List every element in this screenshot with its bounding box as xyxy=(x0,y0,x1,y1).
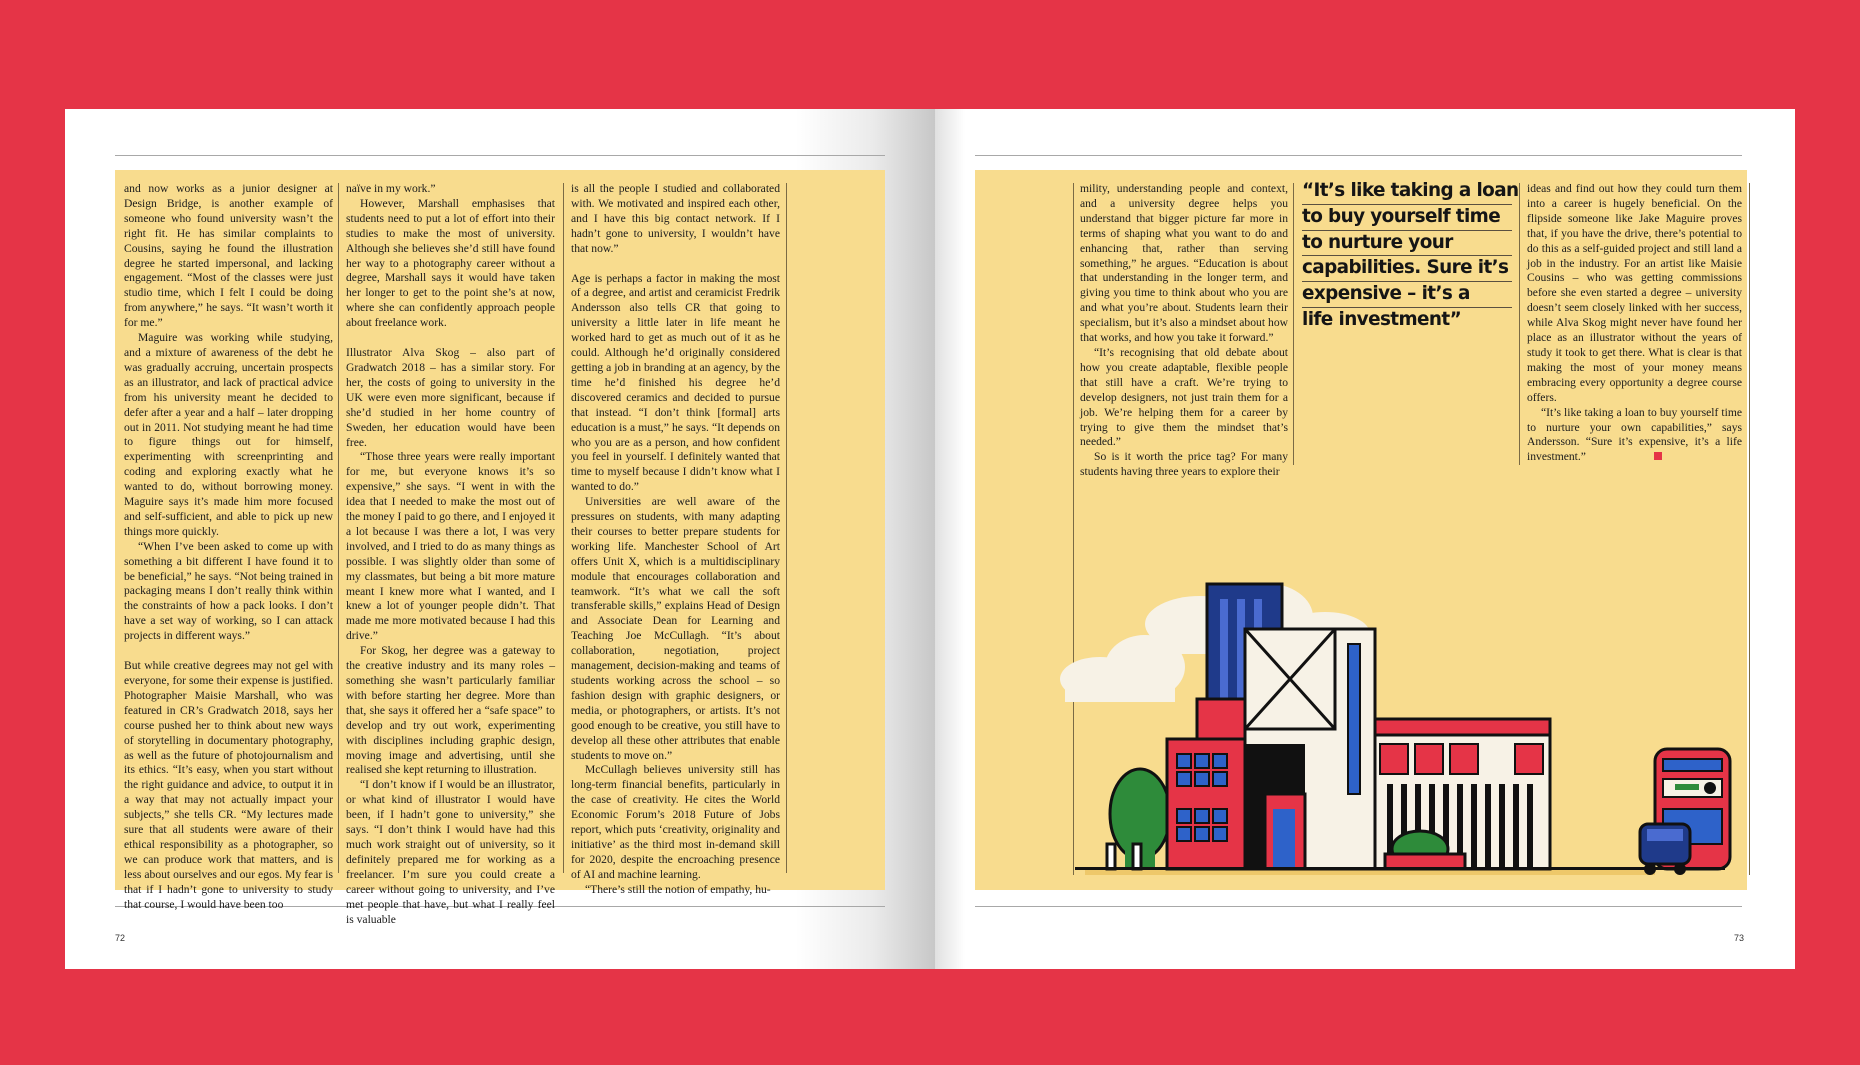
paragraph: Maguire was working while studying, and a mixture of awareness of the debt he was gradually accruing, uncertain prospects as an illustrator, and lack of practical advice from his university meant he decided to defer after a year and a half – later dropping out in 2011. Not studying meant he had time to figure things out for himself, experimenting with screenprinting and coding and exploring exactly what he wanted to do, without borrowing money. Maguire says it’s made him more focused and self-sufficient, and able to pick up new things more quickly. xyxy=(124,331,333,538)
column-divider xyxy=(786,183,787,873)
end-mark-icon xyxy=(1654,452,1662,460)
paragraph: “It’s like taking a loan to buy yourself time to nurture your own capabilities,” says Andersson. “Sure it’s expensive, it’s a life investment.” xyxy=(1527,405,1742,464)
bottom-rule xyxy=(975,906,1742,907)
article-column-1 xyxy=(124,182,333,911)
page-number: 73 xyxy=(1734,933,1745,943)
top-rule xyxy=(975,155,1742,156)
paragraph: However, Marshall emphasises that students need to put a lot of effort into their studies to make the most of university. Although she believes she’d still have found her way to a photography career without a degree, Marshall says it would have taken her longer to get to the point she’s at now, where she can confidently approach people about freelance work. xyxy=(346,196,555,330)
column-divider xyxy=(1749,183,1750,875)
right-page xyxy=(935,109,1795,969)
paragraph: is all the people I studied and collaborated with. We motivated and inspired each other, and I have this big contact network. If I hadn’t gone to university, I wouldn’t have that now.” xyxy=(571,182,780,255)
column-divider xyxy=(1293,183,1294,465)
paragraph: naïve in my work.” xyxy=(346,182,436,195)
article-column-3 xyxy=(571,182,780,896)
paragraph: “Those three years were really important for me, but everyone knows it’s so expensive,” she says. “I went in with the idea that I needed to make the most out of the money I paid to go there, and I enjoyed it a lot because I was there a lot, I was very involved, and I tried to do as many things as possible. I was slightly older than some of my classmates, but being a bit more mature meant I knew more what I wanted, and I knew a lot of younger people didn’t. That made me more motivated because I had this drive.” xyxy=(346,450,555,643)
paragraph: Universities are well aware of the pressures on students, with many adapting their courses to better prepare students for working life. Manchester School of Art offers Unit X, which is a multidisciplinary module that encourages collaboration and teamwork. “It’s what we call the soft transferable skills,” explains Head of Design and Associate Dean for Learning and Teaching Joe McCullagh. “It’s about collaboration, negotiation, project management, decision-making and teams of students working across the school – so fashion design with graphic designers, or media, or photographers, or artists. It’s not good enough to be creative, you still have to develop all these other attributes that enable students to move on.” xyxy=(571,495,780,762)
paragraph: Age is perhaps a factor in making the most of a degree, and artist and ceramicist Fredrik Andersson also tells CR that going to university a little later in life meant he worked hard to get as much out of it as he could. Although he’d originally considered getting a job in branding at an agency, by the time he’d finished his degree he’d discovered ceramics and decided to pursue that instead. “I don’t think [formal] arts education is a must,” he says. “It depends on who you are as a person, and how confident you feel in yourself. I definitely wanted that time to myself because I didn’t know what I wanted to do.” xyxy=(571,271,780,494)
paragraph: So is it worth the price tag? For many students having three years to explore their xyxy=(1080,450,1288,479)
column-divider xyxy=(1519,183,1520,465)
pull-quote-line: life investment” xyxy=(1302,308,1462,330)
paragraph: But while creative degrees may not gel with everyone, for some their expense is justified. Photographer Maisie Marshall, who was featured in CR’s Gradwatch 2018, says her course pushed her to think about new ways of storytelling in documentary photography, as well as the future of photojournalism and its ethics. “It’s easy, when you start without the right guidance and advice, to output it in a way that may not actually impact your subjects,” she tells CR. “My lectures made sure that all students were aware of their ethical responsibility as a photographer, so we can produce work that matters, and is less about ourselves and our egos. My fear is that if I hadn’t gone to university to study that course, I would have been too xyxy=(124,659,333,911)
city-buildings-illustration xyxy=(975,559,1745,889)
paragraph: ideas and find out how they could turn them into a career is hugely beneficial. On the flipside someone like Jake Maguire proves that, if you have the drive, there’s potential to do this as a self-guided project and still land a job in the industry. For an artist like Maisie Cousins – who was getting commissions before she even started a degree – university doesn’t seem closely linked with her success, while Alva Skog might never have found her place as an illustrator without the years of study it took to get there. What is clear is that making the most of your money means embracing every opportunity a degree course offers. xyxy=(1527,182,1742,404)
paragraph: “When I’ve been asked to come up with something a bit different I have found it to be beneficial,” he says. “Not being trained in packaging means I don’t really think within the constraints of how a pack looks. I don’t have a set way of working, so I can attack projects in different ways.” xyxy=(124,539,333,643)
pull-quote-line: “It’s like taking a loan xyxy=(1302,179,1512,205)
paragraph: “There’s still the notion of empathy, hu- xyxy=(585,882,771,896)
left-page xyxy=(65,109,935,969)
pull-quote-line: capabilities. Sure it’s xyxy=(1302,256,1512,282)
top-rule xyxy=(115,155,885,156)
pull-quote-line: to nurture your xyxy=(1302,231,1512,257)
article-column-4 xyxy=(1080,182,1288,479)
paragraph: “I don’t know if I would be an illustrator, or what kind of illustrator I would have been, if I hadn’t gone to university,” she says. “I don’t think I would have had this much work straight out of university, so it definitely prepared me for working as a freelancer. I’m sure you could create a career without going to university, and I’ve met people that have, but what I really feel is valuable xyxy=(346,778,555,926)
page-number: 72 xyxy=(115,933,126,943)
pull-quote-line: expensive – it’s a xyxy=(1302,282,1512,308)
paragraph: Illustrator Alva Skog – also part of Gradwatch 2018 – has a similar story. For her, the costs of going to university in the UK were even more significant, because if she’d studied in her home country of Sweden, her education would have been free. xyxy=(346,346,555,449)
magazine-spread xyxy=(65,109,1795,969)
paragraph: For Skog, her degree was a gateway to the creative industry and its many roles – something she wasn’t particularly familiar with before starting her degree. More than that, she says it offered her a “safe space” to develop and try out work, experimenting with disciplines including graphic design, moving image and advertising, until she realised she kept returning to illustration. xyxy=(346,644,555,777)
paragraph: and now works as a junior designer at Design Bridge, is another example of someone who found university wasn’t the right fit. He has similar complaints to Cousins, saying he found the illustration degree he started impersonal, and lacking engagement. “Most of the classes were just studio time, which I felt I could be doing from anywhere,” he says. “It wasn’t worth it for me.” xyxy=(124,182,333,330)
white-building xyxy=(1245,629,1375,869)
article-column-2 xyxy=(346,182,555,926)
paragraph: “It’s recognising that old debate about how you create adaptable, flexible people that still have a craft. We’re trying to develop designers, not just train them for a job. We’re helping them for a career by trying to give them the mindset that’s needed.” xyxy=(1080,345,1288,449)
paragraph: mility, understanding people and context, and a university degree helps you understand that bigger picture far more in terms of shaping what you want to do and enhancing that, rather than serving something,” he argues. “Education is about that understanding in the longer term, and giving you time to think about who you are and what you’re about. Students learn their specialism, but it’s also a mindset about how that works, and how you take it forward.” xyxy=(1080,182,1288,345)
article-column-5 xyxy=(1527,182,1742,472)
cloud-icon xyxy=(1060,635,1185,702)
column-divider xyxy=(563,183,564,873)
gutter-shadow xyxy=(935,109,965,969)
column-divider xyxy=(338,183,339,873)
pull-quote-line: to buy yourself time xyxy=(1302,205,1512,231)
pull-quote xyxy=(1302,179,1519,333)
paragraph: McCullagh believes university still has long-term financial benefits, particularly in the case of creativity. He cites the World Economic Forum’s 2018 Future of Jobs report, which puts ‘creativity, originality and initiative’ as the third most in-demand skill for 2020, despite the encroaching presence of AI and machine learning. xyxy=(571,763,780,881)
